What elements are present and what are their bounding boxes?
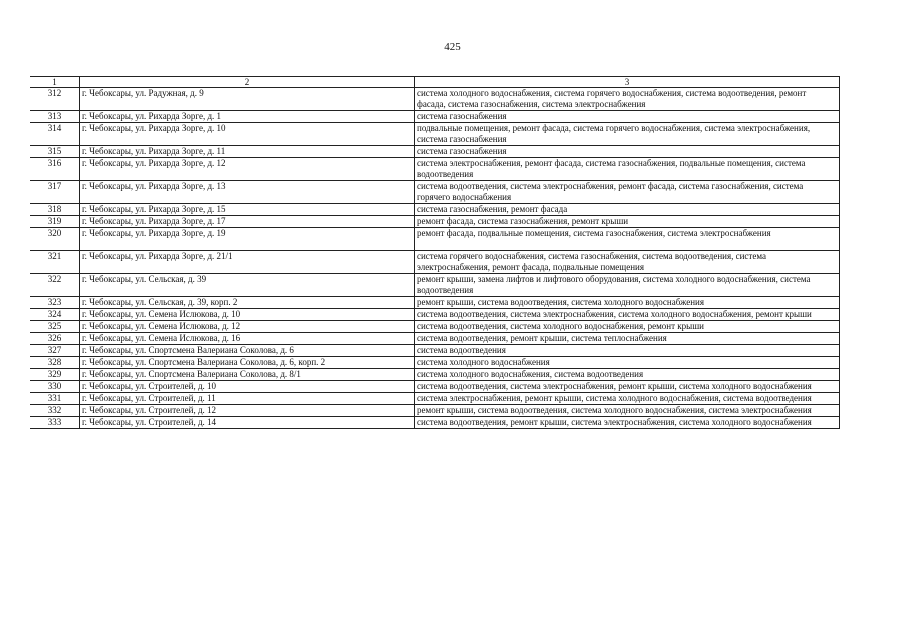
row-address: г. Чебоксары, ул. Сельская, д. 39 xyxy=(80,274,415,297)
row-number: 318 xyxy=(30,204,80,216)
row-number: 327 xyxy=(30,345,80,357)
row-works: ремонт фасада, подвальные помещения, система газоснабжения, система электроснабжения xyxy=(415,228,840,251)
row-number: 321 xyxy=(30,251,80,274)
table-row xyxy=(30,181,840,204)
table-row xyxy=(30,297,840,309)
row-number: 312 xyxy=(30,88,80,111)
table-row xyxy=(30,146,840,158)
row-address: г. Чебоксары, ул. Спортсмена Валериана Соколова, д. 6, корп. 2 xyxy=(80,357,415,369)
header-col-3: 3 xyxy=(415,77,840,88)
row-works: ремонт крыши, система водоотведения, система холодного водоснабжения, система электроснабжения xyxy=(415,405,840,417)
row-address: г. Чебоксары, ул. Строителей, д. 12 xyxy=(80,405,415,417)
row-number: 323 xyxy=(30,297,80,309)
row-number: 316 xyxy=(30,158,80,181)
row-address: г. Чебоксары, ул. Спортсмена Валериана Соколова, д. 8/1 xyxy=(80,369,415,381)
table-header-row xyxy=(30,77,840,88)
row-works: система холодного водоснабжения xyxy=(415,357,840,369)
row-address: г. Чебоксары, ул. Семена Ислюкова, д. 10 xyxy=(80,309,415,321)
row-address: г. Чебоксары, ул. Рихарда Зорге, д. 15 xyxy=(80,204,415,216)
row-address: г. Чебоксары, ул. Рихарда Зорге, д. 1 xyxy=(80,111,415,123)
row-address: г. Чебоксары, ул. Радужная, д. 9 xyxy=(80,88,415,111)
row-address: г. Чебоксары, ул. Рихарда Зорге, д. 10 xyxy=(80,123,415,146)
table-row xyxy=(30,274,840,297)
row-number: 317 xyxy=(30,181,80,204)
row-address: г. Чебоксары, ул. Семена Ислюкова, д. 16 xyxy=(80,333,415,345)
row-number: 320 xyxy=(30,228,80,251)
table-row xyxy=(30,381,840,393)
table-row xyxy=(30,357,840,369)
table-row xyxy=(30,251,840,274)
row-address: г. Чебоксары, ул. Рихарда Зорге, д. 12 xyxy=(80,158,415,181)
row-number: 313 xyxy=(30,111,80,123)
table-row xyxy=(30,123,840,146)
row-works: система электроснабжения, ремонт фасада, система газоснабжения, подвальные помещения, система водоотведения xyxy=(415,158,840,181)
row-works: система газоснабжения, ремонт фасада xyxy=(415,204,840,216)
row-works: система водоотведения, система электроснабжения, система холодного водоснабжения, ремонт крыши xyxy=(415,309,840,321)
row-address: г. Чебоксары, ул. Рихарда Зорге, д. 19 xyxy=(80,228,415,251)
row-works: система горячего водоснабжения, система газоснабжения, система водоотведения, система электроснабжения, ремонт фасада, подвальные помещения xyxy=(415,251,840,274)
row-number: 330 xyxy=(30,381,80,393)
row-works: система водоотведения, ремонт крыши, система электроснабжения, система холодного водоснабжения xyxy=(415,417,840,429)
row-works: система водоотведения, система электроснабжения, ремонт фасада, система газоснабжения, система горячего водоснабжения xyxy=(415,181,840,204)
header-col-1: 1 xyxy=(30,77,80,88)
row-works: система водоотведения, система холодного водоснабжения, ремонт крыши xyxy=(415,321,840,333)
row-number: 322 xyxy=(30,274,80,297)
row-works: система газоснабжения xyxy=(415,146,840,158)
row-address: г. Чебоксары, ул. Семена Ислюкова, д. 12 xyxy=(80,321,415,333)
row-works: ремонт фасада, система газоснабжения, ремонт крыши xyxy=(415,216,840,228)
table-row xyxy=(30,228,840,251)
row-number: 329 xyxy=(30,369,80,381)
table-row xyxy=(30,309,840,321)
table-row xyxy=(30,111,840,123)
page-number: 425 xyxy=(444,41,461,53)
table-row xyxy=(30,158,840,181)
table-row xyxy=(30,204,840,216)
row-works: система электроснабжения, ремонт крыши, система холодного водоснабжения, система водоотведения xyxy=(415,393,840,405)
row-number: 314 xyxy=(30,123,80,146)
row-address: г. Чебоксары, ул. Спортсмена Валериана Соколова, д. 6 xyxy=(80,345,415,357)
table-row xyxy=(30,345,840,357)
table-row xyxy=(30,321,840,333)
row-works: ремонт крыши, система водоотведения, система холодного водоснабжения xyxy=(415,297,840,309)
row-address: г. Чебоксары, ул. Рихарда Зорге, д. 13 xyxy=(80,181,415,204)
row-address: г. Чебоксары, ул. Строителей, д. 10 xyxy=(80,381,415,393)
row-address: г. Чебоксары, ул. Строителей, д. 14 xyxy=(80,417,415,429)
row-works: система водоотведения xyxy=(415,345,840,357)
row-works: система холодного водоснабжения, система горячего водоснабжения, система водоотведения, ремонт фасада, система газоснабжения, система электроснабжения xyxy=(415,88,840,111)
table-row xyxy=(30,216,840,228)
row-address: г. Чебоксары, ул. Строителей, д. 11 xyxy=(80,393,415,405)
row-address: г. Чебоксары, ул. Сельская, д. 39, корп. 2 xyxy=(80,297,415,309)
row-number: 325 xyxy=(30,321,80,333)
row-works: система водоотведения, ремонт крыши, система теплоснабжения xyxy=(415,333,840,345)
registry-table xyxy=(30,76,840,429)
row-works: подвальные помещения, ремонт фасада, система горячего водоснабжения, система электроснабжения, система газоснабжения xyxy=(415,123,840,146)
row-works: ремонт крыши, замена лифтов и лифтового оборудования, система холодного водоснабжения, система водоотведения xyxy=(415,274,840,297)
row-works: система газоснабжения xyxy=(415,111,840,123)
row-address: г. Чебоксары, ул. Рихарда Зорге, д. 21/1 xyxy=(80,251,415,274)
row-number: 328 xyxy=(30,357,80,369)
header-col-2: 2 xyxy=(80,77,415,88)
row-address: г. Чебоксары, ул. Рихарда Зорге, д. 17 xyxy=(80,216,415,228)
table-row xyxy=(30,333,840,345)
row-number: 319 xyxy=(30,216,80,228)
row-works: система водоотведения, система электроснабжения, ремонт крыши, система холодного водоснабжения xyxy=(415,381,840,393)
table-row xyxy=(30,369,840,381)
row-number: 333 xyxy=(30,417,80,429)
row-number: 315 xyxy=(30,146,80,158)
table-row xyxy=(30,393,840,405)
row-number: 326 xyxy=(30,333,80,345)
row-number: 324 xyxy=(30,309,80,321)
table-row xyxy=(30,88,840,111)
row-number: 332 xyxy=(30,405,80,417)
row-works: система холодного водоснабжения, система водоотведения xyxy=(415,369,840,381)
table-row xyxy=(30,405,840,417)
row-address: г. Чебоксары, ул. Рихарда Зорге, д. 11 xyxy=(80,146,415,158)
table-row xyxy=(30,417,840,429)
row-number: 331 xyxy=(30,393,80,405)
